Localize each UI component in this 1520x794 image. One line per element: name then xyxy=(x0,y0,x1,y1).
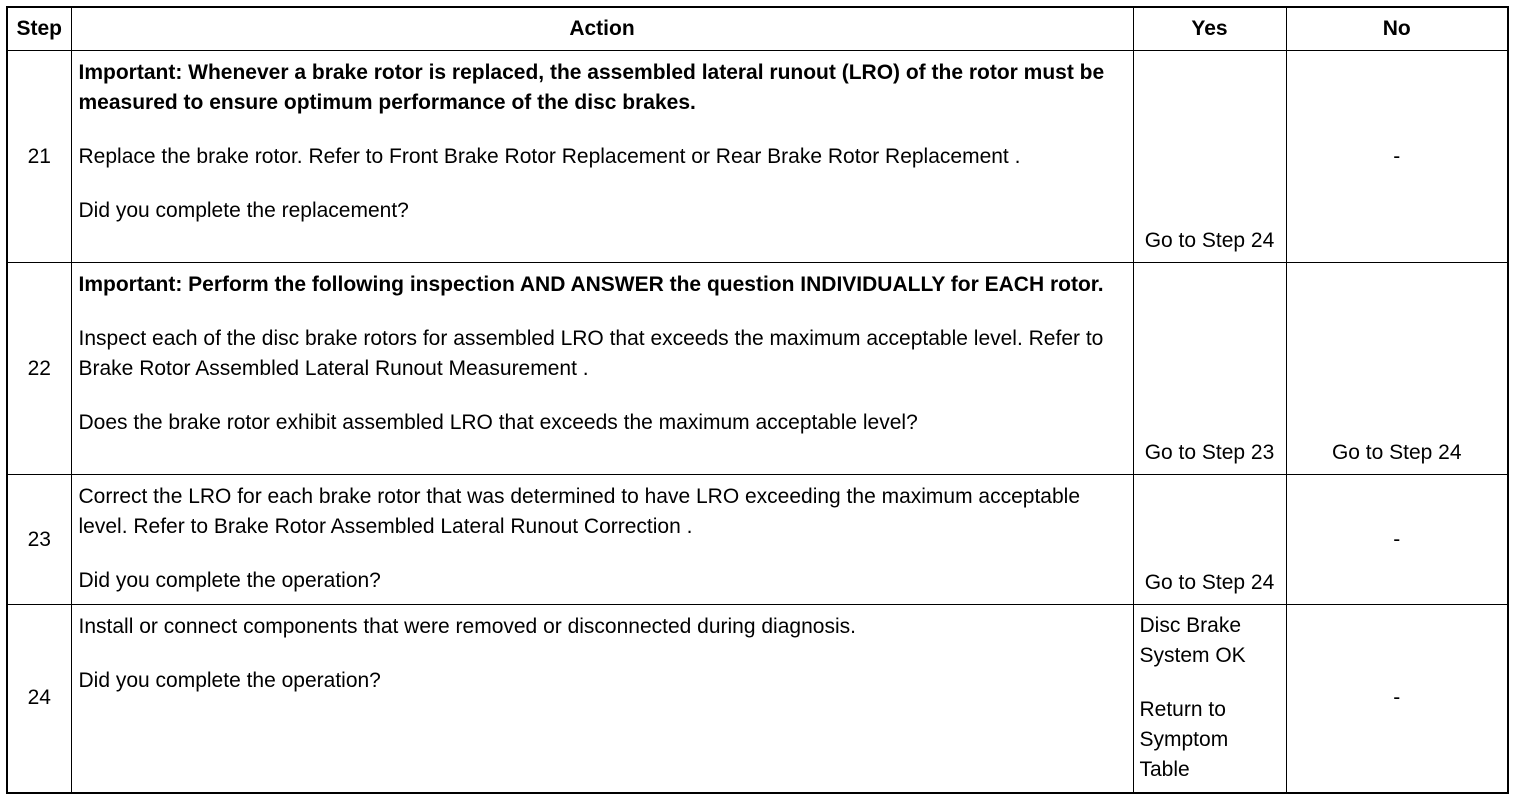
action-cell xyxy=(71,263,1133,475)
table-row-step-24 xyxy=(7,605,1508,793)
question-text: Does the brake rotor exhibit assembled LRO that exceeds the maximum acceptable level? xyxy=(78,411,918,434)
instruction-text: Inspect each of the disc brake rotors for assembled LRO that exceeds the maximum acceptable level. Refer to Brake Rotor Assembled Lateral Runout Measurement . xyxy=(78,327,1104,380)
no-result: - xyxy=(1286,605,1508,793)
yes-column-header: Yes xyxy=(1133,7,1286,51)
instruction-text: Correct the LRO for each brake rotor that was determined to have LRO exceeding the maximum acceptable level. Refer to Brake Rotor Assembled Lateral Runout Correction . xyxy=(78,485,1080,538)
question-text: Did you complete the operation? xyxy=(78,569,381,592)
question-text: Did you complete the replacement? xyxy=(78,199,409,222)
yes-result: Go to Step 24 xyxy=(1133,475,1286,605)
step-column-header: Step xyxy=(7,7,71,51)
yes-result-cell xyxy=(1133,605,1286,793)
step-number: 24 xyxy=(7,605,71,793)
table-row-step-22 xyxy=(7,263,1508,475)
diagnostic-table xyxy=(6,6,1509,794)
yes-result: Disc Brake System OK xyxy=(1139,614,1246,667)
instruction-text: Install or connect components that were removed or disconnected during diagnosis. xyxy=(78,615,856,638)
yes-result: Go to Step 24 xyxy=(1133,51,1286,263)
action-cell xyxy=(71,605,1133,793)
table-row-step-23 xyxy=(7,475,1508,605)
yes-result: Go to Step 23 xyxy=(1133,263,1286,475)
action-cell xyxy=(71,475,1133,605)
step-number: 22 xyxy=(7,263,71,475)
yes-result-extra: Return to Symptom Table xyxy=(1139,698,1229,781)
no-column-header: No xyxy=(1286,7,1508,51)
step-number: 23 xyxy=(7,475,71,605)
step-number: 21 xyxy=(7,51,71,263)
action-cell xyxy=(71,51,1133,263)
table-header-row xyxy=(7,7,1508,51)
action-column-header: Action xyxy=(71,7,1133,51)
no-result: - xyxy=(1286,51,1508,263)
instruction-text: Replace the brake rotor. Refer to Front Brake Rotor Replacement or Rear Brake Rotor Replacement . xyxy=(78,145,1021,168)
table-row-step-21 xyxy=(7,51,1508,263)
no-result: - xyxy=(1286,475,1508,605)
no-result: Go to Step 24 xyxy=(1286,263,1508,475)
question-text: Did you complete the operation? xyxy=(78,669,381,692)
important-note: Important: Whenever a brake rotor is replaced, the assembled lateral runout (LRO) of the rotor must be measured to ensure optimum performance of the disc brakes. xyxy=(78,61,1105,114)
important-note: Important: Perform the following inspection AND ANSWER the question INDIVIDUALLY for EACH rotor. xyxy=(78,273,1104,296)
